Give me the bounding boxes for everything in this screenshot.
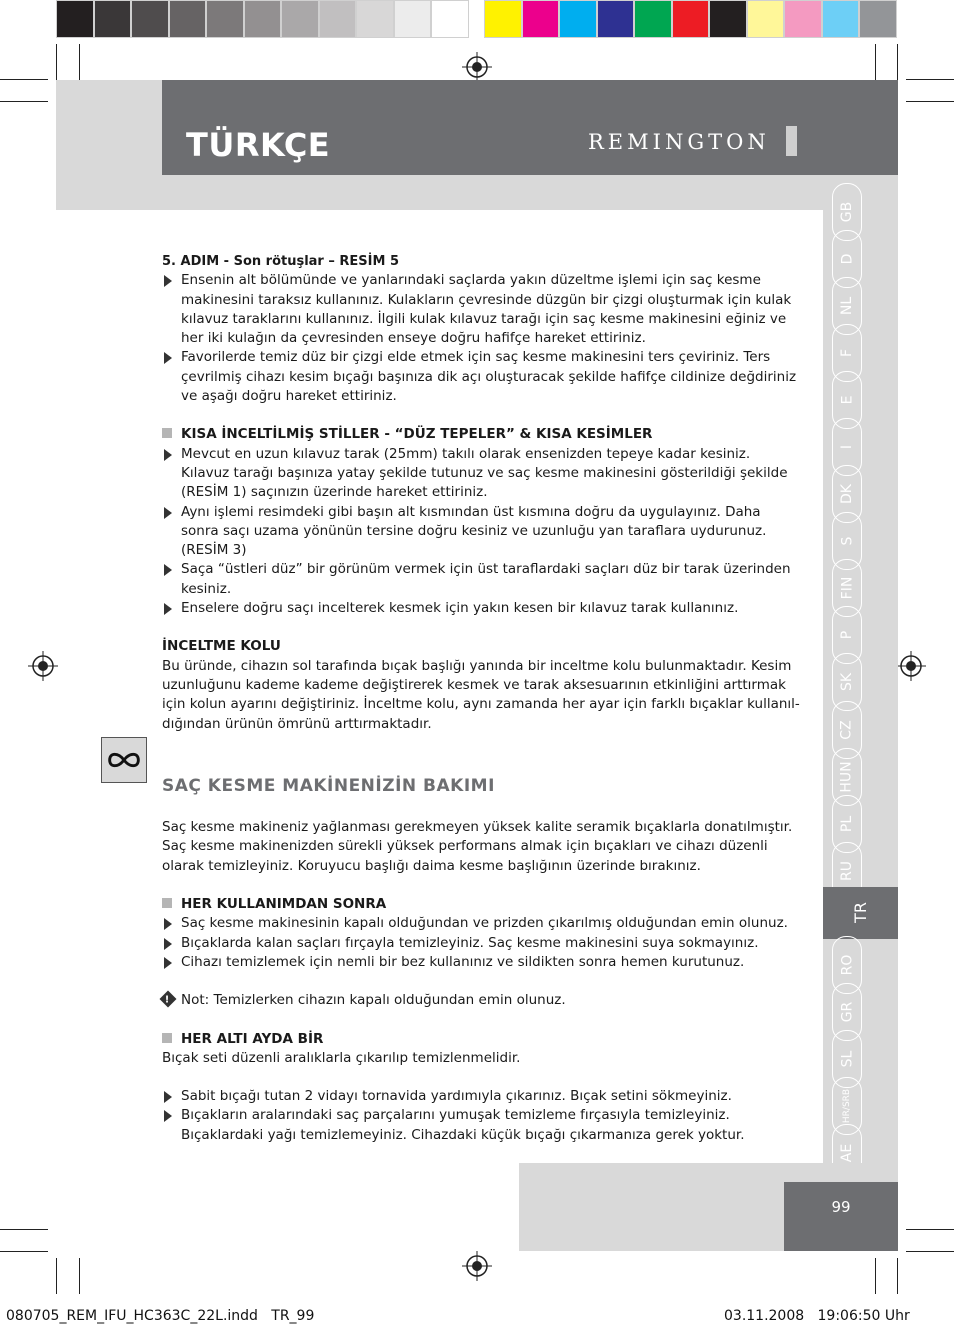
list-item: Bıçakların aralarındaki saç parçalarını yumuşak temizleme fırçasıyla temizleyiniz. Bıçaklardaki yağı temizlemeyiniz. Cihazdaki küçük bıçağı çıkarmanıza gerek yoktur. [162,1106,802,1145]
language-tab-ae[interactable]: AE [832,1124,862,1182]
crop-mark [0,101,48,102]
note [162,991,802,1010]
language-tab-gr[interactable]: GR [832,983,862,1041]
infinity-icon [101,737,147,783]
color-swatch [169,0,207,38]
language-tab-tr[interactable]: TR [823,887,898,939]
crop-mark [0,1229,48,1230]
list-item: Cihazı temizlemek için nemli bir bez kullanınız ve sildikten sonra hemen kurutunuz. [162,953,802,972]
maintenance-title: SAÇ KESME MAKİNENİZİN BAKIMI [162,775,495,796]
registration-mark-icon [28,651,58,681]
six-months-heading [162,1030,802,1049]
brand-logo: REMINGTON [588,130,770,154]
crop-mark [875,1258,876,1294]
heading-text: HER KULLANIMDAN SONRA [181,896,387,913]
short-styles-heading [162,425,802,444]
color-swatch [822,0,860,38]
registration-mark-icon [896,651,926,681]
list-item: Enselere doğru saçı incelterek kesmek için yakın kesen bir kılavuz tarak kullanınız. [162,599,802,618]
registration-mark-icon [462,52,492,82]
language-tab-gb[interactable]: GB [832,183,862,241]
square-bullet-icon [162,898,172,908]
language-tab-nl[interactable]: NL [832,277,862,335]
crop-mark [906,1251,954,1252]
list-item: Favorilerde temiz düz bir çizgi elde etmek için saç kesme makinesini ters çeviriniz. Ters çevrilmiş cihazı kesim bıçağı başınıza dik açı oluşturacak şekilde hafifçe cildinize değdiriniz ve aşağı doğru hareket ettiriniz. [162,348,802,406]
color-swatch [394,0,432,38]
crop-mark [875,44,876,80]
square-bullet-icon [162,1033,172,1043]
language-tab-f[interactable]: F [832,324,862,382]
crop-mark [897,44,898,80]
language-tab-d[interactable]: D [832,230,862,288]
list-item: Saça “üstleri düz” bir görünüm vermek için üst taraflardaki saçları düz bir tarak üzerinden kesiniz. [162,560,802,599]
color-swatch [559,0,597,38]
crop-mark [79,1258,80,1294]
crop-mark [79,44,80,80]
crop-mark [897,1258,898,1294]
heading-text: KISA İNCELTİLMİŞ STİLLER - “DÜZ TEPELER” & KISA KESİMLER [181,426,653,443]
language-tab-s[interactable]: S [832,512,862,570]
color-swatch [206,0,244,38]
language-tab-e[interactable]: E [832,371,862,429]
square-bullet-icon [162,428,172,438]
language-tab-fin[interactable]: FIN [832,559,862,617]
footer-file: 080705_REM_IFU_HC363C_22L.indd TR_99 [6,1308,315,1324]
language-tab-sl[interactable]: SL [832,1030,862,1088]
list-item: Mevcut en uzun kılavuz tarak (25mm) takılı olarak ensenizden tepeye kadar kesiniz. Kılavuz tarağı başınıza yatay şekilde tutunuz ve saç kesme makinesini gösterildiği şekilde (RESİM 1) saçınızın üzerinde hareket ettiriniz. [162,445,802,503]
color-swatch [319,0,357,38]
warning-icon: ! [160,991,177,1008]
maintenance-intro: Saç kesme makineniz yağlanması gerekmeyen yüksek kalite seramik bıçaklarla donatılmıştır. Saç kesme makinenizden sürekli yüksek performans almak için bıçakları ve cihazı düzenli olarak temizleyiniz. Koruyucu başlığı daima kesme başlığının üzerinde bırakınız. [162,819,793,874]
list-item: Sabit bıçağı tutan 2 vidayı tornavida yardımıyla çıkarınız. Bıçak setini sökmeyiniz. [162,1087,802,1106]
language-tab-ru[interactable]: RU [832,842,862,900]
color-swatch [709,0,747,38]
heading-text: HER ALTI AYDA BİR [181,1030,324,1047]
language-tab-p[interactable]: P [832,606,862,664]
language-tab-pl[interactable]: PL [832,795,862,853]
language-tab-hr-srb[interactable]: HR/SRB [832,1077,862,1135]
color-swatch [431,0,469,38]
color-swatch [859,0,897,38]
color-swatches [484,0,897,38]
crop-mark [906,1229,954,1230]
list-item: Aynı işlemi resimdeki gibi başın alt kısmından üst kısmına doğru da uygulayınız. Daha sonra saçı uzama yönünün tersine doğru kesiniz ve uzunluğu yan taraflara uydurunuz. (RESİM 3) [162,503,802,561]
color-swatch [597,0,635,38]
language-tab-hun[interactable]: HUN [832,748,862,806]
list-item: Bıçaklarda kalan saçları fırçayla temizleyiniz. Saç kesme makinesini suya sokmayınız. [162,934,802,953]
color-swatch [356,0,394,38]
color-swatch [522,0,560,38]
thinning-heading: İNCELTME KOLU [162,638,281,655]
crop-mark [906,101,954,102]
page-number: 99 [784,1182,898,1251]
brand-block [786,126,797,156]
crop-mark [906,79,954,80]
language-tab-sk[interactable]: SK [832,653,862,711]
color-swatch [747,0,785,38]
crop-mark [56,44,57,80]
step5-heading: 5. ADIM - Son rötuşlar – RESİM 5 [162,254,399,269]
language-tab-i[interactable]: I [832,418,862,476]
crop-mark [0,79,48,80]
language-tab-ro[interactable]: RO [832,936,862,994]
crop-mark [56,1258,57,1294]
thinning-text: Bu üründe, cihazın sol tarafında bıçak başlığı yanında bir inceltme kolu bulunmaktadır. Kesim uzunluğunu kademe kademe değiştirerek kesmek ve tarak aksesuarının etkinliğini arttırmak için kolun ayarını değiştiriniz. İnceltme kolu, aynı zamanda her ayar için farklı bıçaklar kullanıl-dığından ürünün ömrünü arttırmaktadır. [162,657,800,732]
color-swatch [784,0,822,38]
footer-timestamp: 03.11.2008 19:06:50 Uhr [724,1308,910,1324]
color-swatch [634,0,672,38]
color-swatch [244,0,282,38]
registration-mark-icon [462,1251,492,1281]
page-title: TÜRKÇE [186,126,331,164]
crop-mark [0,1251,48,1252]
after-use-heading [162,895,802,914]
color-swatch [94,0,132,38]
language-tab-cz[interactable]: CZ [832,701,862,759]
grey-swatches [56,0,469,38]
six-months-text: Bıçak seti düzenli aralıklarla çıkarılıp temizlenmelidir. [162,1049,521,1066]
color-swatch [484,0,522,38]
color-swatch [56,0,94,38]
color-swatch [281,0,319,38]
list-item: Ensenin alt bölümünde ve yanlarındaki saçlarda yakın düzeltme işlemi için saç kesme makinesini taraksız kullanınız. Kulakların çevresinde düzgün bir çizgi oluşturmak için kulak kılavuz taraklarını kullanınız. İlgili kulak kılavuz tarağı için saç kesme makinesini eğiniz ve her iki kulağın da çevresinden enseye doğru hafifçe hareket ettiriniz. [162,271,802,348]
main-content [162,252,802,1145]
language-tab-dk[interactable]: DK [832,465,862,523]
list-item: Saç kesme makinesinin kapalı olduğundan ve prizden çıkarılmış olduğundan emin olunuz. [162,914,802,933]
note-text: Not: Temizlerken cihazın kapalı olduğundan emin olunuz. [181,992,566,1009]
color-swatch [131,0,169,38]
color-swatch [672,0,710,38]
